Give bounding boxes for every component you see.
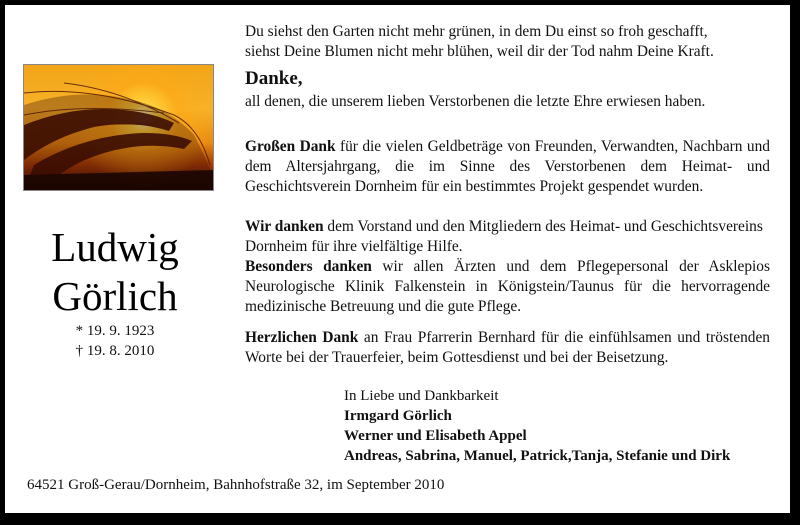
signer: Andreas, Sabrina, Manuel, Patrick,Tanja, Stefanie und Dirk: [344, 448, 731, 464]
thanks-body: für die vielen Geldbeträge von Freunden, Verwandten, Nachbarn und dem Altersjahrgang, die im Sinne des Verstorbenen dem Heimat- und Geschichtsverein Dornheim für ein bestimmtes Projekt gespendet wurden.: [245, 138, 770, 195]
thanks-lead: Großen Dank: [245, 138, 336, 156]
thanks-paragraph: [245, 137, 770, 196]
signoff: In Liebe und Dankbarkeit: [344, 388, 499, 404]
thanks-paragraph: [245, 328, 770, 368]
signer: Werner und Elisabeth Appel: [344, 428, 527, 444]
thanks-lead: Wir danken: [245, 218, 324, 236]
life-dates: [5, 321, 225, 361]
verse-line: Du siehst den Garten nicht mehr grünen, in dem Du einst so froh geschafft,: [245, 23, 708, 40]
verse-line: siehst Deine Blumen nicht mehr blühen, weil dir der Tod nahm Deine Kraft.: [245, 42, 714, 60]
thanks-body: dem Vorstand und den Mitgliedern des Heimat- und Geschichtsvereins Dornheim für ihre vielfältige Hilfe.: [245, 218, 763, 256]
thanks-lead: Besonders danken: [245, 258, 372, 276]
memorial-verse: [245, 22, 770, 62]
signer: Irmgard Görlich: [344, 408, 452, 424]
birth-date: * 19. 9. 1923: [75, 323, 155, 339]
thanks-heading: Danke,: [245, 68, 303, 89]
signers-list: [344, 406, 730, 466]
thanks-body: an Frau Pfarrerin Bernhard für die einfühlsamen und tröstenden Worte bei der Trauerfeier, beim Gottesdienst und bei der Beisetzung.: [245, 329, 771, 367]
death-date: † 19. 8. 2010: [75, 343, 155, 359]
thanks-body: wir allen Ärzten und dem Pflegepersonal der Asklepios Neurologische Klinik Falkenstein in Königstein/Taunus für die hervorragende medizinische Betreuung und die gute Pflege.: [245, 258, 770, 315]
deceased-last-name: Görlich: [52, 273, 178, 319]
thanks-paragraph: [245, 257, 770, 316]
thanks-paragraph: [245, 217, 770, 257]
deceased-first-name: Ludwig: [51, 224, 179, 270]
sunset-grain-photo: [23, 64, 214, 191]
address-footer: 64521 Groß-Gerau/Dornheim, Bahnhofstraße 32, im September 2010: [27, 477, 445, 493]
thanks-lead: Herzlichen Dank: [245, 329, 359, 347]
thanks-intro: all denen, die unserem lieben Verstorbenen die letzte Ehre erwiesen haben.: [245, 93, 706, 110]
grain-silhouette-icon: [24, 65, 213, 190]
obituary-notice: [5, 5, 790, 513]
